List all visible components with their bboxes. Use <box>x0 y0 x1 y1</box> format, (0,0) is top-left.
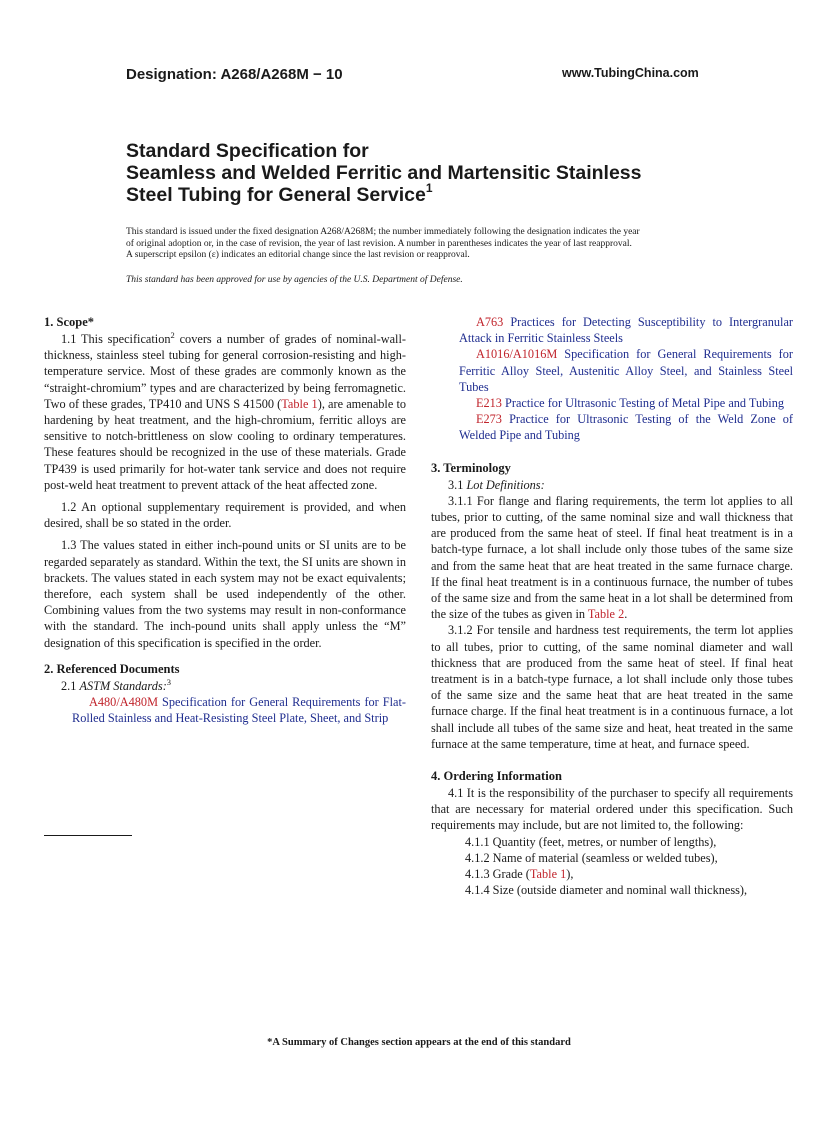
reference-title[interactable]: Specification for General Requirements for Flat-Rolled Stainless and Heat-Resisting Steel Plate, Sheet, and Strip <box>72 695 406 726</box>
ordering-item-size: 4.1.4 Size (outside diameter and nominal wall thickness), <box>465 883 748 898</box>
ordering-paragraph-4-1: 4.1 It is the responsibility of the purchaser to specify all requirements that are necessary for material ordered under this specification. Such requirements may include, but are not limited to, the following: <box>431 786 793 833</box>
footnote-marker-2[interactable]: 2 <box>170 329 175 340</box>
document-title <box>126 140 726 206</box>
issued-line-2: of original adoption or, in the case of revision, the year of last revision. A number in parentheses indicates the year of last reapproval. <box>126 238 632 249</box>
issued-notice <box>126 227 714 262</box>
section-heading-ordering-information: 4. Ordering Information <box>431 769 562 784</box>
reference-item[interactable] <box>431 314 793 346</box>
title-footnote-marker[interactable]: 1 <box>425 180 433 195</box>
reference-title[interactable]: Practice for Ultrasonic Testing of the Weld Zone of Welded Pipe and Tubing <box>459 412 793 443</box>
reference-code[interactable]: E273 <box>476 412 502 427</box>
reference-item[interactable] <box>44 694 406 726</box>
terminology-paragraph-3-1-2: 3.1.2 For tensile and hardness test requirements, the term lot applies to all tubes, prior to cutting, of the same nominal diameter and wall thickness that are produced from the same heat of steel. If final heat treatment is in a batch-type furnace, a lot shall include only those tubes of the same size and the same heat that are heat treated in the same furnace charge. If the final heat treatment is in a continuous furnace, a lot shall include all tubes of the same size and heat, heat treated in the same furnace at the same temperature, time at heat, and furnace speed. <box>431 623 793 751</box>
lot-definitions-subheading <box>431 477 793 493</box>
lot-sub-number: 3.1 <box>448 477 467 492</box>
table-1-link[interactable]: Table 1 <box>281 396 318 411</box>
scope-paragraph-1-3: 1.3 The values stated in either inch-pound units or SI units are to be regarded separately as standard. Within the text, the SI units are shown in brackets. The values stated in each system may not be exact equivalents; therefore, each system shall be used independently of the other. Combining values from the two systems may result in non-conformance with the standard. The inch-pound units shall apply unless the “M” designation of this specification is specified in the order. <box>44 538 406 650</box>
reference-title[interactable]: Practice for Ultrasonic Testing of Metal Pipe and Tubing <box>501 396 785 411</box>
table-1-link[interactable]: Table 1 <box>529 867 567 882</box>
issued-line-3: A superscript epsilon (ε) indicates an editorial change since the last revision or reapproval. <box>126 250 470 260</box>
reference-item[interactable] <box>431 346 793 395</box>
summary-of-changes-note: *A Summary of Changes section appears at the end of this standard <box>267 1037 571 1048</box>
reference-title[interactable]: Practices for Detecting Susceptibility to Intergranular Attack in Ferritic Stainless Steels <box>459 315 793 346</box>
footnote-marker-3[interactable]: 3 <box>166 676 172 687</box>
reference-item[interactable] <box>431 395 793 411</box>
scope-paragraph-1-1 <box>44 331 406 493</box>
reference-code[interactable]: A763 <box>476 315 504 329</box>
astm-standards-subheading <box>44 678 406 694</box>
reference-item[interactable] <box>431 411 793 443</box>
issued-line-1: This standard is issued under the fixed designation A268/A268M; the number immediately following the designation indicates the year <box>126 227 640 237</box>
footnote-divider <box>44 835 132 836</box>
astm-sub-number: 2.1 <box>61 678 80 693</box>
ordering-item-quantity: 4.1.1 Quantity (feet, metres, or number of lengths), <box>465 834 717 849</box>
term-p1-text-b: . <box>624 607 628 622</box>
lot-sub-label: Lot Definitions: <box>466 477 545 492</box>
section-heading-terminology: 3. Terminology <box>431 460 511 475</box>
ordering-item-grade <box>431 866 793 882</box>
title-line-1: Standard Specification for <box>126 140 369 162</box>
reference-code[interactable]: E213 <box>476 396 502 411</box>
title-line-3 <box>126 180 726 206</box>
grade-text-b: ), <box>566 867 574 882</box>
title-line-2: Seamless and Welded Ferritic and Martensitic Stainless <box>126 162 642 184</box>
ordering-item-material: 4.1.2 Name of material (seamless or welded tubes), <box>465 850 718 865</box>
term-p1-text-a: 3.1.1 For flange and flaring requirements, the term lot applies to all tubes, prior to cutting, of the same nominal size and wall thickness that are produced from the same heat of steel. If final heat treatment is in a batch-type furnace, a lot shall include only those tubes of the same size and from the same heat that are heat treated in the same furnace charge. If the final heat treatment is in a continuous furnace, the number of tubes of the same size and from the same heat in a lot shall be determined from the size of the tubes as given in <box>431 493 793 622</box>
scope-p1-text-b: covers a number of grades of nominal-wall-thickness, stainless steel tubing for general corrosion-resisting and high-temperature service. Most of these grades are commonly known as the “straight-chromium” types and are characterized by being ferromagnetic. Two of these grades, TP410 and UNS S 41500 ( <box>44 332 406 411</box>
scope-p1-text-a: 1.1 This specification <box>61 332 171 346</box>
reference-code[interactable]: A480/A480M <box>89 695 159 710</box>
left-column <box>44 314 406 726</box>
table-2-link[interactable]: Table 2 <box>587 607 625 622</box>
section-heading-scope: 1. Scope* <box>44 315 94 329</box>
right-column <box>431 314 793 899</box>
website-link[interactable]: www.TubingChina.com <box>562 66 699 80</box>
scope-p1-text-c: ), are amenable to hardening by heat treatment, and the high-chromium, ferritic alloys are sensitive to notch-brittleness on slow cooling to ordinary temperatures. These features should be recognized in the use of these materials. Grade TP439 is used primarily for hot-water tank service and does not require post-weld heat treatment to prevent attack of the heat affected zone. <box>44 396 407 492</box>
document-designation: Designation: A268/A268M − 10 <box>126 66 343 83</box>
scope-paragraph-1-2: 1.2 An optional supplementary requirement is provided, and when desired, shall be so stated in the order. <box>44 500 406 531</box>
title-line-3-text: Steel Tubing for General Service <box>126 184 426 206</box>
section-heading-referenced-documents: 2. Referenced Documents <box>44 661 180 676</box>
dod-approval-notice: This standard has been approved for use by agencies of the U.S. Department of Defense. <box>126 275 463 285</box>
terminology-paragraph-3-1-1 <box>431 493 793 623</box>
grade-text-a: 4.1.3 Grade ( <box>465 867 530 882</box>
astm-sub-label: ASTM Standards: <box>79 678 167 693</box>
reference-code[interactable]: A1016/A1016M <box>476 347 558 362</box>
reference-title[interactable]: Specification for General Requirements for Ferritic Alloy Steel, Austenitic Alloy Steel, and Stainless Steel Tubes <box>459 347 793 394</box>
